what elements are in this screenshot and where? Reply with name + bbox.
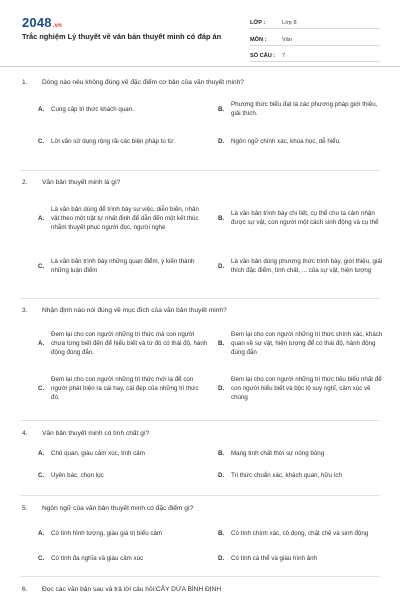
option-c[interactable] — [38, 464, 208, 486]
option-letter: C. — [38, 471, 45, 479]
option-letter: A. — [38, 105, 45, 113]
question-text: Đọc các văn bản sau và trả lời câu hỏi:CÂY DỪA BÌNH ĐỊNH — [42, 586, 222, 593]
option-b[interactable] — [218, 93, 388, 125]
options — [0, 321, 400, 411]
option-d[interactable] — [218, 365, 388, 411]
option-text: Tri thức chuẩn xác, khách quan, hữu ích — [231, 471, 342, 479]
question-number: 3. — [22, 307, 28, 314]
option-d[interactable] — [218, 243, 388, 289]
option-letter: C. — [38, 384, 45, 392]
option-letter: A. — [38, 339, 45, 347]
option-letter: C. — [38, 137, 45, 145]
option-text: Lời văn sử dụng rộng rãi các biện pháp tu từ. — [51, 137, 176, 145]
quiz-title: Trắc nghiệm Lý thuyết về văn bản thuyết minh có đáp án — [22, 32, 222, 41]
option-letter: A. — [38, 214, 45, 222]
question-text: Văn bản thuyết minh là gì? — [42, 179, 121, 186]
option-text: Uyên bác, chọn lọc — [51, 471, 104, 479]
option-text: Là văn bản dùng để trình bày sự việc, diễn biến, nhân vật theo một trật tự nhất định để dẫn đến một kết thúc nhằm thuyết phục người đọc, người nghe — [51, 205, 199, 231]
option-text: Có tính hình tượng, giàu giá trị biểu cảm — [51, 529, 163, 537]
option-b[interactable] — [218, 321, 388, 365]
option-text: Có tính đa nghĩa và giàu cảm xúc — [51, 554, 144, 562]
option-d[interactable] — [218, 464, 388, 486]
option-letter: C. — [38, 554, 45, 562]
option-a[interactable] — [38, 321, 208, 365]
meta-count-label: SỐ CÂU : — [250, 53, 276, 59]
option-text: Đem lại cho con người những tri thức chính xác, khách quan về sự vật, hiện tượng để có thái độ, hành động đúng đắn — [231, 330, 383, 356]
option-text: Có tính cá thể và giàu hình ảnh — [231, 554, 317, 562]
option-c[interactable] — [38, 365, 208, 411]
option-letter: B. — [218, 529, 225, 537]
option-d[interactable] — [218, 125, 388, 157]
meta-class — [250, 14, 380, 29]
option-text: Cung cấp tri thức khách quan. — [51, 105, 134, 113]
option-letter: B. — [218, 339, 225, 347]
question-text: Nhận định nào nói đúng về mục đích của văn bản thuyết minh? — [42, 307, 227, 314]
meta-class-value: Lớp 8 — [282, 20, 297, 26]
question-list — [0, 78, 400, 600]
option-c[interactable] — [38, 243, 208, 289]
option-text: Có tính chính xác, cô đọng, chặt chẽ và sinh động — [231, 529, 369, 537]
question-number: 2. — [22, 179, 28, 186]
meta-subject — [250, 31, 380, 46]
question-number: 4. — [22, 430, 28, 437]
question-6 — [0, 577, 400, 600]
option-letter: A. — [38, 449, 45, 457]
option-text: Là văn bản trình bày những quan điểm, ý kiến thành những luận điểm — [51, 258, 195, 274]
option-text: Đem lại cho con người những tri thức mà con người chưa từng biết đến để hiểu biết và từ đó có thái độ, hành động đúng đắn. — [51, 330, 208, 356]
option-b[interactable] — [218, 193, 388, 243]
question-text: Văn bản thuyết minh có tính chất gì? — [42, 430, 150, 437]
option-letter: B. — [218, 449, 225, 457]
options — [0, 193, 400, 289]
question-2 — [0, 171, 400, 298]
option-letter: A. — [38, 529, 45, 537]
option-letter: B. — [218, 105, 225, 113]
question-number: 5. — [22, 505, 28, 512]
option-a[interactable] — [38, 93, 208, 125]
option-letter: D. — [218, 137, 225, 145]
question-number: 6. — [22, 586, 28, 593]
option-d[interactable] — [218, 547, 388, 569]
option-text: Ngôn ngữ chính xác, khoa học, dễ hiểu. — [231, 137, 341, 145]
option-c[interactable] — [38, 547, 208, 569]
option-letter: B. — [218, 214, 225, 222]
option-letter: C. — [38, 262, 45, 270]
option-text: Chủ quan, giàu cảm xúc, tình cảm — [51, 449, 145, 457]
meta-class-label: LỚP : — [250, 20, 266, 26]
logo-suffix: .vn — [52, 23, 63, 29]
question-4 — [0, 421, 400, 495]
option-text: Phương thức biểu đạt là các phương pháp giới thiệu, giải thích. — [231, 101, 378, 117]
option-letter: D. — [218, 471, 225, 479]
option-letter: D. — [218, 554, 225, 562]
meta-subject-value: Văn — [282, 36, 292, 43]
option-b[interactable] — [218, 519, 388, 547]
options — [0, 519, 400, 569]
meta-subject-label: MÔN : — [250, 36, 267, 43]
meta-count — [250, 47, 380, 62]
site-logo[interactable] — [22, 15, 62, 30]
option-text: Đem lại cho con người những tri thức mới lạ để con người phát hiện ra cái hay, cái đẹp của những tri thức đó. — [51, 375, 199, 401]
question-text: Dòng nào nêu không đúng về đặc điểm cơ bản của văn thuyết minh? — [42, 79, 244, 86]
logo-text: 2048 — [22, 15, 52, 30]
option-text: Là văn bản dùng phương thức trình bày, giới thiệu, giải thích đặc điểm, tính chất, ... của sự vật, hiện tượng — [231, 258, 383, 274]
option-a[interactable] — [38, 442, 208, 464]
question-text: Ngôn ngữ của văn bản thuyết minh có đặc điểm gì? — [42, 505, 194, 512]
question-3 — [0, 299, 400, 420]
option-c[interactable] — [38, 125, 208, 157]
option-text: Đem lại cho con người những tri thức tiêu biểu nhất để con người hiểu biết và bộc lộ suy nghĩ, cảm xúc về chúng — [231, 375, 382, 401]
question-number: 1. — [22, 79, 28, 86]
option-a[interactable] — [38, 193, 208, 243]
option-text: Mang tính chất thời sự nóng bỏng — [231, 449, 325, 457]
option-b[interactable] — [218, 442, 388, 464]
page-header — [0, 0, 400, 67]
options — [0, 442, 400, 486]
question-5 — [0, 496, 400, 576]
option-text: Là văn bản trình bày chi tiết, cụ thể cho ta cảm nhận được sự vật, con người một cách sinh động và cụ thể — [231, 210, 379, 226]
option-letter: D. — [218, 384, 225, 392]
question-1 — [0, 78, 400, 170]
meta-count-value: 7 — [282, 53, 286, 59]
quiz-meta — [250, 14, 380, 64]
option-a[interactable] — [38, 519, 208, 547]
options — [0, 93, 400, 157]
option-letter: D. — [218, 262, 225, 270]
